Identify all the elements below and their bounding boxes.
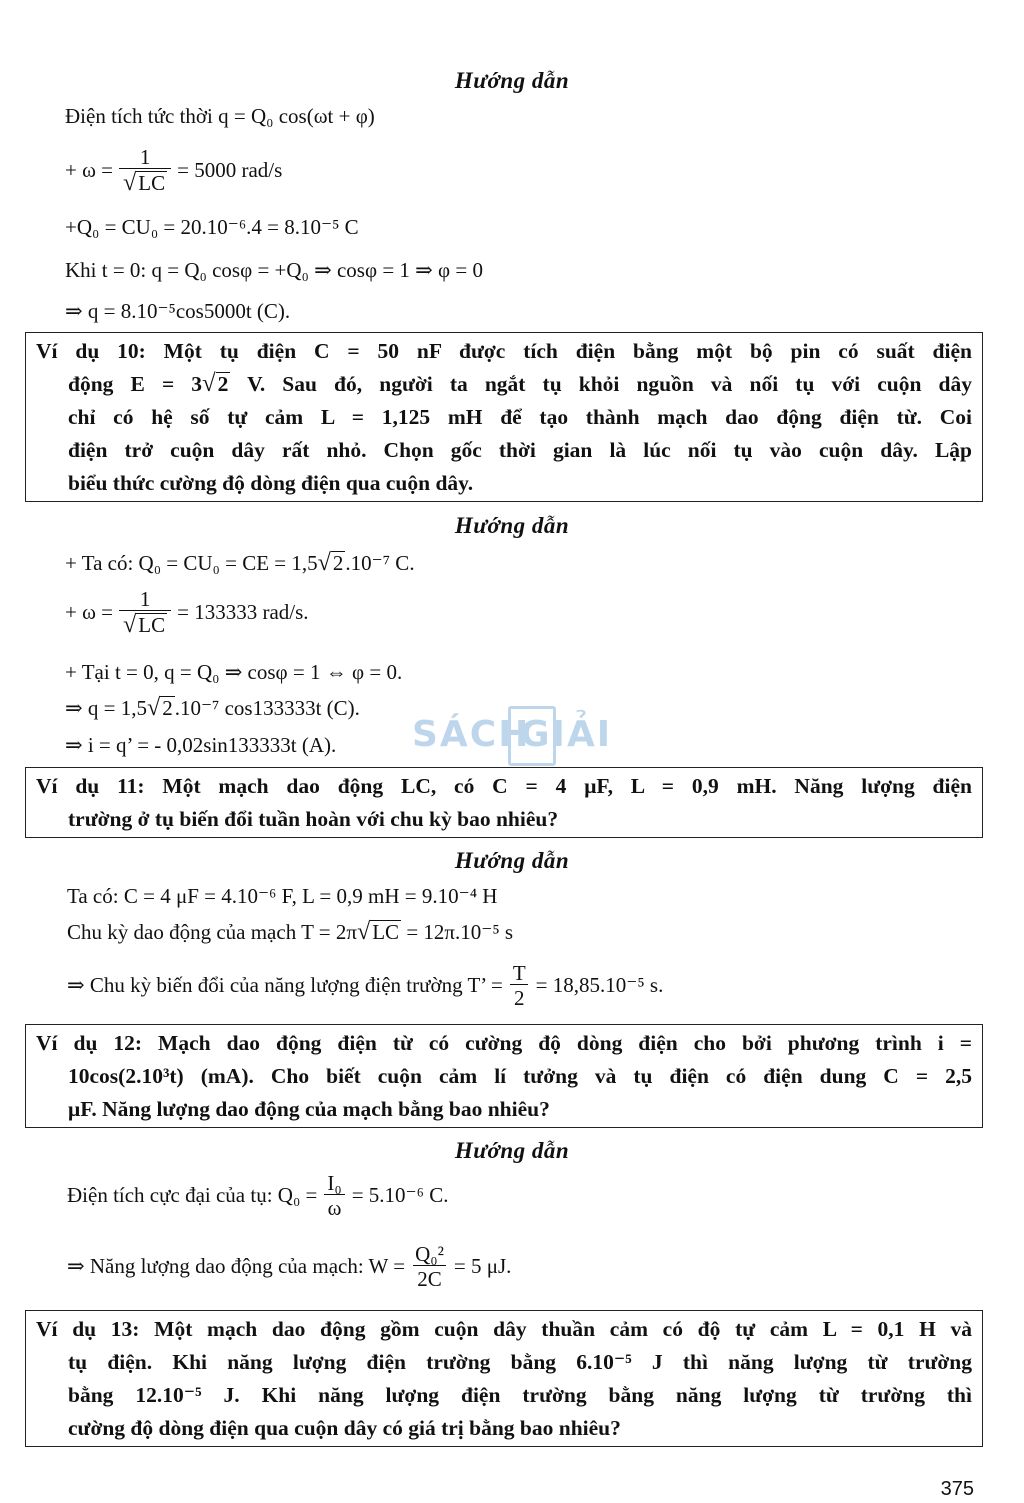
solution-text-segment: Chu kỳ dao động của mạch T = 2π xyxy=(67,920,357,944)
sqrt-sign-icon: √ xyxy=(356,918,371,946)
solution-text-segment: + Ta có: Q₀ = CU₀ = CE = 1,5 xyxy=(65,551,318,575)
fraction-numerator: 1 xyxy=(139,587,151,611)
fraction xyxy=(119,588,171,637)
example-text-row: bằng 12.10⁻⁵ J. Khi năng lượng điện trường bằng năng lượng từ trường thì xyxy=(68,1383,972,1407)
sqrt-radicand: 2 xyxy=(332,551,344,576)
example-text-row: μF. Năng lượng dao động của mạch bằng bao nhiêu? xyxy=(68,1097,550,1121)
example-text-row: biểu thức cường độ dòng điện qua cuộn dây. xyxy=(68,471,474,495)
formula-suffix: = 18,85.10⁻⁵ s. xyxy=(535,973,664,998)
example-text-row: Ví dụ 10: Một tụ điện C = 50 nF được tích điện bằng một bộ pin có suất điện xyxy=(36,339,972,363)
solution-text-segment: = 12π.10⁻⁵ s xyxy=(406,920,514,944)
solution-heading: Hướng dẫn xyxy=(454,1138,570,1163)
watermark-frame-icon xyxy=(508,706,556,766)
example-text-row xyxy=(36,368,972,401)
fraction-numerator: Q₀² xyxy=(415,1242,444,1266)
sqrt-sign-icon: √ xyxy=(123,169,137,197)
formula-prefix: Điện tích cực đại của tụ: Q₀ = xyxy=(67,1183,318,1208)
solution-line xyxy=(67,920,513,945)
sqrt-sign-icon: √ xyxy=(123,611,137,639)
period-formula xyxy=(67,962,663,1009)
example-11-box xyxy=(25,767,983,838)
solution-line: Điện tích tức thời q = Q₀ cos(ωt + φ) xyxy=(65,104,375,128)
solution-heading: Hướng dẫn xyxy=(454,513,570,538)
solution-text-segment: ⇒ q = 1,5 xyxy=(65,696,147,720)
formula-prefix: ⇒ Năng lượng dao động của mạch: W = xyxy=(67,1254,406,1279)
sqrt-radicand: 2 xyxy=(162,696,173,721)
example-12-box xyxy=(25,1024,983,1128)
sqrt-expression xyxy=(147,696,175,720)
watermark-text: SÁCH xyxy=(412,714,531,755)
formula-suffix: = 5.10⁻⁶ C. xyxy=(351,1183,449,1208)
example-text-segment: V. Sau đó, người ta ngắt tụ khỏi nguồn và nối tụ với cuộn dây xyxy=(230,372,972,396)
example-text-segment: động E = 3 xyxy=(68,372,203,396)
solution-line: Khi t = 0: q = Q₀ cosφ = +Q₀ ⇒ cosφ = 1 ⇒ φ = 0 xyxy=(65,258,483,282)
energy-formula xyxy=(67,1243,511,1290)
formula-prefix: + ω = xyxy=(65,600,114,625)
formula-suffix: = 5 μJ. xyxy=(453,1254,512,1279)
solution-line xyxy=(65,696,360,721)
fraction-denominator xyxy=(119,610,171,637)
solution-heading: Hướng dẫn xyxy=(454,848,570,873)
fraction-numerator: 1 xyxy=(139,145,151,169)
solution-text-segment: .10⁻⁷ cos133333t (C). xyxy=(174,696,360,720)
example-text-row: cường độ dòng điện qua cuộn dây có giá trị bằng bao nhiêu? xyxy=(68,1416,621,1440)
omega-formula xyxy=(65,146,282,195)
sqrt-sign-icon: √ xyxy=(146,694,161,722)
sqrt-expression xyxy=(123,171,167,195)
sqrt-radicand: LC xyxy=(138,171,166,196)
example-text-row: tụ điện. Khi năng lượng điện trường bằng 6.10⁻⁵ J thì năng lượng từ trường xyxy=(68,1350,972,1374)
fraction xyxy=(411,1243,448,1290)
omega-formula xyxy=(65,588,309,637)
sqrt-sign-icon: √ xyxy=(202,370,216,397)
solution-text-segment: .10⁻⁷ C. xyxy=(345,551,415,575)
sqrt-radicand: 2 xyxy=(217,372,229,397)
fraction-numerator: I₀ xyxy=(327,1171,342,1195)
formula-suffix: = 133333 rad/s. xyxy=(177,600,309,625)
example-text-row: Ví dụ 11: Một mạch dao động LC, có C = 4 μF, L = 0,9 mH. Năng lượng điện xyxy=(36,774,972,798)
sqrt-radicand: LC xyxy=(138,613,166,638)
example-text-row: 10cos(2.10³t) (mA). Cho biết cuộn cảm lí tưởng và tụ điện có điện dung C = 2,5 xyxy=(68,1064,972,1088)
example-10-box xyxy=(25,332,983,502)
solution-heading: Hướng dẫn xyxy=(454,68,570,93)
fraction-denominator xyxy=(119,168,171,195)
sqrt-sign-icon: √ xyxy=(317,549,331,577)
fraction-numerator: T xyxy=(512,961,526,985)
page-number: 375 xyxy=(940,1478,974,1500)
solution-line: ⇒ q = 8.10⁻⁵cos5000t (C). xyxy=(65,299,291,323)
fraction-denominator: 2 xyxy=(510,984,529,1009)
formula-prefix: + ω = xyxy=(65,158,114,183)
formula-suffix: = 5000 rad/s xyxy=(177,158,283,183)
example-text-row: Ví dụ 12: Mạch dao động điện từ có cường độ dòng điện cho bởi phương trình i = xyxy=(36,1031,972,1055)
example-text-row: Ví dụ 13: Một mạch dao động gồm cuộn dây thuần cảm có độ tự cảm L = 0,1 H và xyxy=(36,1317,972,1341)
example-text-row: chỉ có hệ số tự cảm L = 1,125 mH để tạo thành mạch dao động điện từ. Coi xyxy=(68,405,972,429)
sqrt-radicand: LC xyxy=(372,920,400,945)
fraction xyxy=(119,146,171,195)
watermark-logo xyxy=(408,706,618,766)
solution-line: Ta có: C = 4 μF = 4.10⁻⁶ F, L = 0,9 mH = 9.10⁻⁴ H xyxy=(67,884,498,908)
fraction xyxy=(509,962,530,1009)
fraction-denominator: ω xyxy=(324,1194,346,1219)
charge-formula xyxy=(67,1172,448,1219)
solution-line xyxy=(65,551,415,576)
solution-line: +Q₀ = CU₀ = 20.10⁻⁶.4 = 8.10⁻⁵ C xyxy=(65,215,359,239)
solution-line: + Tại t = 0, q = Q₀ ⇒ cosφ = 1 ⇔ φ = 0. xyxy=(65,660,403,684)
example-text-row: trường ở tụ biến đổi tuần hoàn với chu kỳ bao nhiêu? xyxy=(68,807,559,831)
watermark-text: GIẢI xyxy=(520,714,613,755)
fraction-denominator: 2C xyxy=(413,1265,446,1290)
sqrt-expression xyxy=(318,551,346,575)
example-text-row: điện trở cuộn dây rất nhỏ. Chọn gốc thời gian là lúc nối tụ vào cuộn dây. Lập xyxy=(68,438,972,462)
fraction xyxy=(323,1172,345,1219)
sqrt-expression xyxy=(123,613,167,637)
sqrt-expression xyxy=(357,920,401,944)
sqrt-expression xyxy=(202,372,230,397)
solution-line: ⇒ i = q’ = - 0,02sin133333t (A). xyxy=(65,733,337,757)
example-13-box xyxy=(25,1310,983,1447)
formula-prefix: ⇒ Chu kỳ biến đổi của năng lượng điện trường T’ = xyxy=(67,973,503,998)
